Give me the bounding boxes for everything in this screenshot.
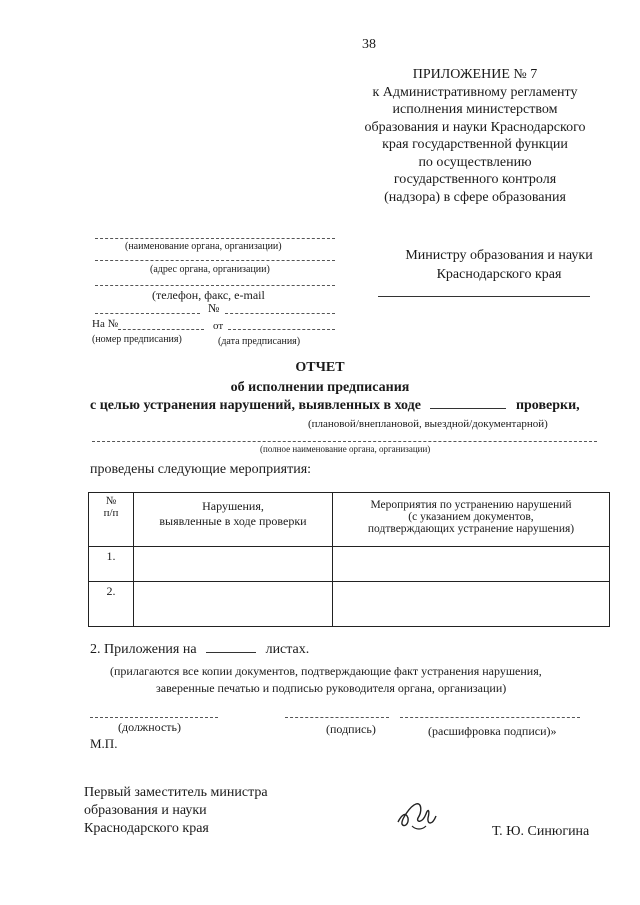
header-text: Нарушения,	[202, 499, 264, 513]
decoding-caption: (расшифровка подписи)»	[428, 724, 557, 738]
position-caption: (должность)	[118, 720, 181, 734]
phone-line	[95, 285, 335, 286]
table-header-violations	[134, 493, 333, 547]
row-violation-cell	[134, 547, 333, 582]
recipient-line: Министру образования и науки	[405, 248, 593, 263]
row-violation-cell	[134, 582, 333, 627]
table-row	[89, 547, 610, 582]
footer-line: образования и науки	[84, 803, 207, 818]
header-text: выявленные в ходе проверки	[159, 514, 307, 528]
row-measure-cell	[333, 582, 610, 627]
header-text: Мероприятия по устранению нарушений	[370, 499, 572, 511]
report-subtitle: об исполнении предписания	[230, 380, 410, 395]
attachments-note-1: (прилагаются все копии документов, подтверждающие факт устранения нарушения,	[110, 664, 542, 678]
address-line	[95, 260, 335, 261]
header-text: п/п	[103, 507, 119, 519]
footer-line: Краснодарского края	[84, 821, 209, 836]
position-line	[90, 717, 218, 718]
header-text: №	[105, 495, 117, 507]
decoding-line	[400, 717, 580, 718]
appendix-line: края государственной функции	[382, 137, 568, 152]
full-name-line	[92, 441, 597, 442]
org-name-caption: (наименование органа, организации)	[125, 241, 282, 252]
attachments-note-2: заверенные печатью и подписью руководителя органа, организации)	[156, 681, 507, 695]
report-purpose-start: с целью устранения нарушений, выявленных в ходе	[90, 398, 421, 413]
sheet-count-blank	[206, 652, 256, 653]
signer-name: Т. Ю. Синюгина	[492, 824, 590, 839]
phone-caption: (телефон, факс, e-mail	[152, 288, 265, 302]
footer-line: Первый заместитель министра	[84, 785, 268, 800]
report-purpose-end: проверки,	[515, 398, 580, 413]
check-type-blank	[430, 408, 506, 409]
attachments-end: листах.	[265, 642, 310, 657]
report-purpose	[90, 398, 580, 414]
address-caption: (адрес органа, организации)	[150, 264, 270, 275]
org-name-line	[95, 238, 335, 239]
table-row	[89, 582, 610, 627]
appendix-title: ПРИЛОЖЕНИЕ № 7	[412, 67, 538, 82]
page-number: 38	[362, 37, 376, 52]
order-number-caption: (номер предписания)	[92, 334, 182, 345]
signature-line	[285, 717, 389, 718]
recipient-block	[388, 246, 610, 284]
org-number-line-right	[225, 313, 335, 314]
table-header-number	[89, 493, 134, 547]
footer-position	[84, 784, 268, 838]
order-number-line	[118, 329, 204, 330]
order-date-caption: (дата предписания)	[218, 336, 301, 347]
order-number-label: На №	[92, 318, 119, 330]
appendix-line: (надзора) в сфере образования	[384, 189, 566, 205]
table-header-measures	[333, 493, 610, 547]
attachments-line	[90, 642, 309, 658]
recipient-line: Краснодарского края	[436, 267, 562, 282]
stamp-label: М.П.	[90, 736, 118, 751]
full-name-caption: (полное наименование органа, организации)	[260, 444, 431, 454]
number-sign: №	[208, 301, 220, 315]
appendix-line: по осуществлению	[418, 154, 532, 170]
report-intro: проведены следующие мероприятия:	[90, 462, 312, 477]
org-number-line-left	[95, 313, 200, 314]
header-text: (с указанием документов,	[408, 511, 534, 523]
measures-table	[88, 492, 610, 627]
appendix-line: государственного контроля	[393, 172, 557, 187]
handwritten-signature	[392, 796, 440, 836]
appendix-line: исполнения министерством	[392, 102, 558, 117]
row-number: 2.	[89, 582, 134, 627]
table-header-row	[89, 493, 610, 547]
order-date-label: от	[213, 320, 224, 332]
row-number: 1.	[89, 547, 134, 582]
appendix-header	[330, 66, 620, 206]
signature-caption: (подпись)	[326, 722, 376, 736]
check-type-caption: (плановой/внеплановой, выездной/документарной)	[308, 418, 548, 430]
header-text: подтверждающих устранение нарушения)	[367, 523, 575, 535]
report-title: ОТЧЕТ	[295, 360, 345, 375]
recipient-name-line	[378, 296, 590, 297]
appendix-line: к Административному регламенту	[372, 84, 578, 100]
order-date-line	[228, 329, 335, 330]
appendix-line: образования и науки Краснодарского	[364, 119, 586, 135]
row-measure-cell	[333, 547, 610, 582]
attachments-start: 2. Приложения на	[90, 642, 197, 657]
